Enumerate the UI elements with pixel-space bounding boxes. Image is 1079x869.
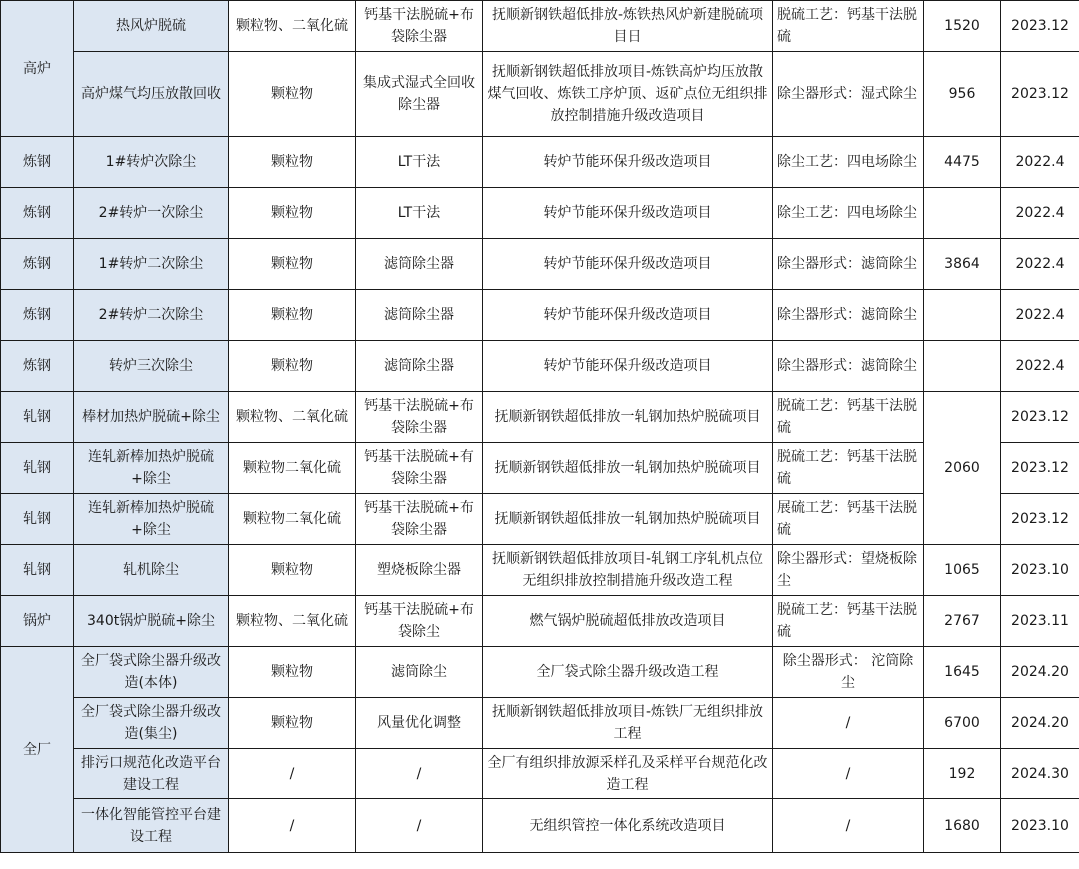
project-cell: 连轧新棒加热炉脱硫+除尘 bbox=[74, 494, 229, 545]
method-cell: 钙基干法脱硫+布袋除尘器 bbox=[356, 494, 483, 545]
table-row bbox=[1, 1, 1079, 52]
pollutant-cell: 颗粒物 bbox=[229, 137, 356, 188]
method-cell: 滤筒除尘 bbox=[356, 647, 483, 698]
method-cell: 钙基干法脱硫+布袋除尘 bbox=[356, 596, 483, 647]
project-cell: 转炉三次除尘 bbox=[74, 341, 229, 392]
process-cell: 除尘工艺：四电场除尘 bbox=[773, 188, 924, 239]
date-cell: 2022.4 bbox=[1001, 290, 1079, 341]
process-cell: 展硫工艺：钙基干法脱硫 bbox=[773, 494, 924, 545]
method-cell: / bbox=[356, 799, 483, 853]
unit-cell: 炼钢 bbox=[1, 137, 74, 188]
pollutant-cell: 颗粒物二氧化硫 bbox=[229, 443, 356, 494]
pollutant-cell: 颗粒物、二氧化硫 bbox=[229, 1, 356, 52]
table-row bbox=[1, 799, 1079, 853]
table-row bbox=[1, 698, 1079, 749]
date-cell: 2023.10 bbox=[1001, 545, 1079, 596]
method-cell: 钙基干法脱硫+布袋除尘器 bbox=[356, 392, 483, 443]
method-cell: 风量优化调整 bbox=[356, 698, 483, 749]
method-cell: 钙基干法脱硫+布袋除尘器 bbox=[356, 1, 483, 52]
process-cell: 脱硫工艺：钙基干法脱硫 bbox=[773, 1, 924, 52]
unit-cell: 炼钢 bbox=[1, 239, 74, 290]
project-name-cell: 全厂袋式除尘器升级改造工程 bbox=[483, 647, 773, 698]
project-cell: 高炉煤气均压放散回收 bbox=[74, 52, 229, 137]
amount-cell: 3864 bbox=[924, 239, 1001, 290]
method-cell: 集成式湿式全回收除尘器 bbox=[356, 52, 483, 137]
table-row bbox=[1, 545, 1079, 596]
process-cell: / bbox=[773, 799, 924, 853]
project-name-cell: 转炉节能环保升级改造项目 bbox=[483, 290, 773, 341]
amount-cell: 2767 bbox=[924, 596, 1001, 647]
process-cell: 除尘器形式：滤筒除尘 bbox=[773, 290, 924, 341]
amount-cell: 1680 bbox=[924, 799, 1001, 853]
method-cell: 滤筒除尘器 bbox=[356, 239, 483, 290]
project-cell: 轧机除尘 bbox=[74, 545, 229, 596]
pollutant-cell: 颗粒物、二氧化硫 bbox=[229, 392, 356, 443]
amount-cell bbox=[924, 188, 1001, 239]
pollutant-cell: 颗粒物 bbox=[229, 698, 356, 749]
project-name-cell: 抚顺新钢铁超低排放项目-炼铁高炉均压放散煤气回收、炼铁工序炉顶、返矿点位无组织排放控制措施升级改造项目 bbox=[483, 52, 773, 137]
date-cell: 2024.20 bbox=[1001, 698, 1079, 749]
pollutant-cell: / bbox=[229, 749, 356, 799]
amount-cell: 192 bbox=[924, 749, 1001, 799]
pollutant-cell: 颗粒物 bbox=[229, 290, 356, 341]
table-row bbox=[1, 341, 1079, 392]
method-cell: / bbox=[356, 749, 483, 799]
table-row bbox=[1, 392, 1079, 443]
process-cell: 除尘器形式： 沱筒除尘 bbox=[773, 647, 924, 698]
project-cell: 连轧新棒加热炉脱硫+除尘 bbox=[74, 443, 229, 494]
project-cell: 排污口规范化改造平台建设工程 bbox=[74, 749, 229, 799]
unit-cell: 轧钢 bbox=[1, 443, 74, 494]
table-row bbox=[1, 239, 1079, 290]
unit-cell: 锅炉 bbox=[1, 596, 74, 647]
date-cell: 2024.20 bbox=[1001, 647, 1079, 698]
date-cell: 2023.11 bbox=[1001, 596, 1079, 647]
process-cell: 脱硫工艺：钙基干法脱硫 bbox=[773, 596, 924, 647]
unit-cell: 轧钢 bbox=[1, 392, 74, 443]
amount-cell: 1520 bbox=[924, 1, 1001, 52]
unit-cell: 高炉 bbox=[1, 1, 74, 137]
method-cell: 塑烧板除尘器 bbox=[356, 545, 483, 596]
date-cell: 2022.4 bbox=[1001, 137, 1079, 188]
unit-cell: 轧钢 bbox=[1, 545, 74, 596]
unit-cell: 炼钢 bbox=[1, 290, 74, 341]
table-row bbox=[1, 596, 1079, 647]
pollutant-cell: 颗粒物 bbox=[229, 545, 356, 596]
project-name-cell: 抚顺新钢铁超低排放一轧钢加热炉脱硫项目 bbox=[483, 443, 773, 494]
project-cell: 棒材加热炉脱硫+除尘 bbox=[74, 392, 229, 443]
unit-cell: 炼钢 bbox=[1, 341, 74, 392]
table-row bbox=[1, 52, 1079, 137]
project-cell: 340t锅炉脱硫+除尘 bbox=[74, 596, 229, 647]
project-name-cell: 抚顺新钢铁超低排放一轧钢加热炉脱硫项目 bbox=[483, 392, 773, 443]
project-cell: 全厂袋式除尘器升级改造(本体) bbox=[74, 647, 229, 698]
project-name-cell: 抚顺新钢铁超低排放项目-轧钢工序轧机点位无组织排放控制措施升级改造工程 bbox=[483, 545, 773, 596]
process-cell: / bbox=[773, 749, 924, 799]
date-cell: 2022.4 bbox=[1001, 188, 1079, 239]
table-row bbox=[1, 137, 1079, 188]
unit-cell: 全厂 bbox=[1, 647, 74, 853]
date-cell: 2023.12 bbox=[1001, 392, 1079, 443]
process-cell: 除尘器形式：滤筒除尘 bbox=[773, 239, 924, 290]
pollutant-cell: / bbox=[229, 799, 356, 853]
project-name-cell: 抚顺新钢铁超低排放-炼铁热风炉新建脱硫项目日 bbox=[483, 1, 773, 52]
unit-cell: 轧钢 bbox=[1, 494, 74, 545]
pollutant-cell: 颗粒物 bbox=[229, 239, 356, 290]
amount-cell: 4475 bbox=[924, 137, 1001, 188]
project-name-cell: 燃气锅炉脱硫超低排放改造项目 bbox=[483, 596, 773, 647]
pollutant-cell: 颗粒物、二氧化硫 bbox=[229, 596, 356, 647]
project-name-cell: 抚顺新钢铁超低排放一轧钢加热炉脱硫项目 bbox=[483, 494, 773, 545]
project-cell: 1#转炉次除尘 bbox=[74, 137, 229, 188]
project-cell: 一体化智能管控平台建设工程 bbox=[74, 799, 229, 853]
amount-cell: 956 bbox=[924, 52, 1001, 137]
table-row bbox=[1, 647, 1079, 698]
process-cell: 除尘器形式：滤筒除尘 bbox=[773, 341, 924, 392]
project-name-cell: 转炉节能环保升级改造项目 bbox=[483, 239, 773, 290]
method-cell: LT干法 bbox=[356, 137, 483, 188]
process-cell: 脱硫工艺：钙基干法脱硫 bbox=[773, 392, 924, 443]
project-name-cell: 抚顺新钢铁超低排放项目-炼铁厂无组织排放工程 bbox=[483, 698, 773, 749]
date-cell: 2022.4 bbox=[1001, 239, 1079, 290]
table-row bbox=[1, 188, 1079, 239]
pollutant-cell: 颗粒物 bbox=[229, 188, 356, 239]
project-name-cell: 全厂有组织排放源采样孔及采样平台规范化改造工程 bbox=[483, 749, 773, 799]
amount-cell bbox=[924, 341, 1001, 392]
project-name-cell: 无组织管控一体化系统改造项目 bbox=[483, 799, 773, 853]
amount-cell: 1645 bbox=[924, 647, 1001, 698]
project-name-cell: 转炉节能环保升级改造项目 bbox=[483, 341, 773, 392]
date-cell: 2022.4 bbox=[1001, 341, 1079, 392]
project-cell: 热风炉脱硫 bbox=[74, 1, 229, 52]
method-cell: 滤筒除尘器 bbox=[356, 290, 483, 341]
project-cell: 2#转炉二次除尘 bbox=[74, 290, 229, 341]
project-name-cell: 转炉节能环保升级改造项目 bbox=[483, 188, 773, 239]
project-cell: 2#转炉一次除尘 bbox=[74, 188, 229, 239]
pollutant-cell: 颗粒物 bbox=[229, 52, 356, 137]
method-cell: 钙基干法脱硫+有袋除尘器 bbox=[356, 443, 483, 494]
amount-cell: 1065 bbox=[924, 545, 1001, 596]
table-row bbox=[1, 443, 1079, 494]
process-cell: 脱硫工艺：钙基干法脱硫 bbox=[773, 443, 924, 494]
method-cell: LT干法 bbox=[356, 188, 483, 239]
project-name-cell: 转炉节能环保升级改造项目 bbox=[483, 137, 773, 188]
unit-cell: 炼钢 bbox=[1, 188, 74, 239]
method-cell: 滤筒除尘器 bbox=[356, 341, 483, 392]
project-cell: 全厂袋式除尘器升级改造(集尘) bbox=[74, 698, 229, 749]
date-cell: 2023.12 bbox=[1001, 494, 1079, 545]
date-cell: 2024.30 bbox=[1001, 749, 1079, 799]
date-cell: 2023.12 bbox=[1001, 443, 1079, 494]
process-cell: 除尘工艺：四电场除尘 bbox=[773, 137, 924, 188]
date-cell: 2023.10 bbox=[1001, 799, 1079, 853]
amount-cell: 6700 bbox=[924, 698, 1001, 749]
process-cell: 除尘器形式：湿式除尘 bbox=[773, 52, 924, 137]
project-cell: 1#转炉二次除尘 bbox=[74, 239, 229, 290]
table-row bbox=[1, 494, 1079, 545]
process-cell: / bbox=[773, 698, 924, 749]
table-row bbox=[1, 290, 1079, 341]
process-cell: 除尘器形式：望烧板除尘 bbox=[773, 545, 924, 596]
pollutant-cell: 颗粒物二氧化硫 bbox=[229, 494, 356, 545]
amount-cell bbox=[924, 290, 1001, 341]
date-cell: 2023.12 bbox=[1001, 1, 1079, 52]
amount-cell: 2060 bbox=[924, 392, 1001, 545]
date-cell: 2023.12 bbox=[1001, 52, 1079, 137]
table-row bbox=[1, 749, 1079, 799]
pollutant-cell: 颗粒物 bbox=[229, 341, 356, 392]
pollutant-cell: 颗粒物 bbox=[229, 647, 356, 698]
